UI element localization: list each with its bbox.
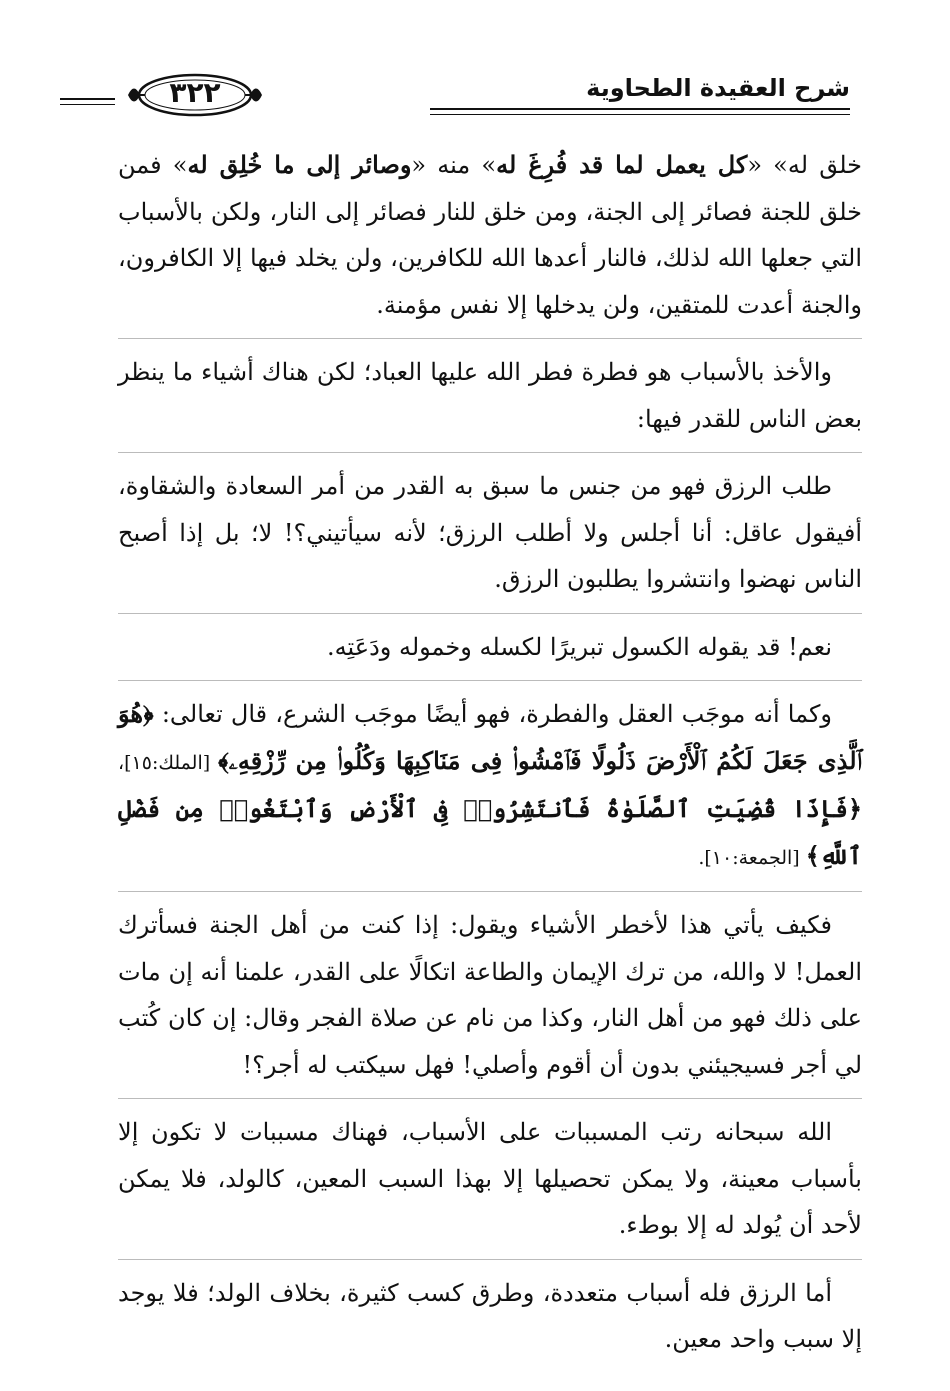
verse-reference: [الملك:١٥]،: [118, 751, 219, 774]
text: وكما أنه موجَب العقل والفطرة، فهو أيضًا موجَب الشرع، قال تعالى:: [153, 700, 832, 728]
header-rule-left: [60, 98, 115, 100]
paragraph-divider: [118, 613, 862, 614]
page-body: [118, 142, 862, 1373]
paragraph-1: [118, 142, 862, 328]
paragraph-8: أما الرزق فله أسباب متعددة، وطرق كسب كثيرة، بخلاف الولد؛ فلا يوجد إلا سبب واحد معين.: [118, 1278, 862, 1353]
header-rule-thin: [430, 114, 850, 115]
quran-verse: ﴿فَإِذَا قُضِيَتِ ٱلصَّلَوٰةُ فَٱنتَشِرُوا۟ فِى ٱلْأَرْضِ وَٱبْتَغُوا۟ مِن فَضْلِ ٱللَّهِ﴾: [118, 794, 862, 870]
header-rule: [430, 108, 850, 110]
paragraph-4: نعم! قد يقوله الكسول تبريرًا لكسله وخموله ودَعَتِه.: [327, 632, 832, 661]
text: » منه «: [411, 151, 497, 179]
paragraph-6: فكيف يأتي هذا لأخطر الأشياء ويقول: إذا كنت من أهل الجنة فسأترك العمل! لا والله، من ترك الإيمان والطاعة اتكالًا على القدر، علمنا أنه إن مات على ذلك فهو من أهل النار، وكذا من نام عن صلاة الفجر وقال: إن كان كُتب لي أجر فسيجيئني بدون أن أقوم وأصلي! فهل سيكتب له أجر؟!: [118, 911, 862, 1079]
verse-reference: [الجمعة:١٠].: [698, 846, 806, 869]
page-number-badge: [120, 68, 270, 122]
book-title: شرح العقيدة الطحاوية: [586, 74, 850, 102]
page-number: ٣٢٢: [169, 76, 221, 109]
paragraph-divider: [118, 452, 862, 453]
page-header: [110, 68, 850, 128]
paragraph-3: طلب الرزق فهو من جنس ما سبق به القدر من أمر السعادة والشقاوة، أفيقول عاقل: أنا أجلس ولا أطلب الرزق؛ لأنه سيأتيني؟! لا؛ بل إذا أصبح الناس نهضوا وانتشروا يطلبون الرزق.: [118, 472, 862, 593]
paragraph-divider: [118, 1098, 862, 1099]
text: خلق له» «: [747, 151, 863, 179]
text: » فمن خلق للجنة فصائر إلى الجنة، ومن خلق للنار فصائر إلى النار، ولكن بالأسباب التي جعلها الله لذلك، فالنار أعدها الله للكافرين، ولن يخلد فيها إلا الكافرون، والجنة أعدت للمتقين، ولن يدخلها إلا نفس مؤمنة.: [118, 151, 862, 319]
paragraph-divider: [118, 1259, 862, 1260]
header-rule-left-thin: [60, 104, 115, 105]
paragraph-divider: [118, 680, 862, 681]
paragraph-7: الله سبحانه رتب المسببات على الأسباب، فهناك مسببات لا تكون إلا بأسباب معينة، ولا يمكن تحصيلها إلا بهذا السبب المعين، كالولد، فلا يمكن لأحد أن يُولد له إلا بوطء.: [118, 1118, 862, 1239]
hadith-quote: وصائر إلى ما خُلِق له: [187, 150, 412, 179]
paragraph-2: والأخذ بالأسباب هو فطرة فطر الله عليها العباد؛ لكن هناك أشياء ما ينظر بعض الناس للقدر فيها:: [118, 358, 862, 433]
paragraph-divider: [118, 338, 862, 339]
paragraph-divider: [118, 891, 862, 892]
hadith-quote: كل يعمل لما قد فُرِغَ له: [496, 150, 748, 179]
paragraph-5: [118, 691, 862, 881]
quran-verse: ﴿هُوَ ٱلَّذِى جَعَلَ لَكُمُ ٱلْأَرْضَ ذَلُولًا فَٱمْشُوا۟ فِى مَنَاكِبِهَا وَكُلُوا۟ مِن رِّزْقِهِۦ﴾: [118, 699, 863, 775]
